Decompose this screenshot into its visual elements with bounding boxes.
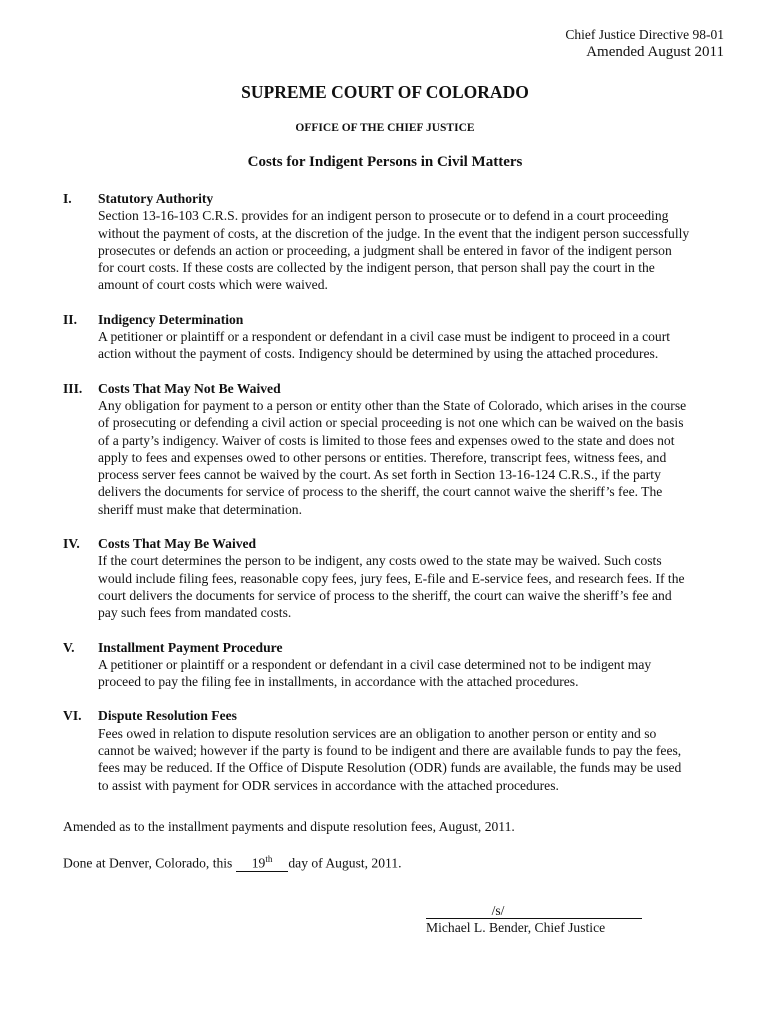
section-heading: Costs That May Not Be Waived <box>98 380 281 396</box>
body-line: cannot be waived; however if the party is found to be indigent and there are available funds to pay the fees, <box>98 743 682 759</box>
section <box>63 535 728 621</box>
body-line: sheriff must make that determination. <box>98 501 302 517</box>
day-blank <box>236 852 289 872</box>
amended-date: Amended August 2011 <box>586 44 724 60</box>
body-line: Any obligation for payment to a person or entity other than the State of Colorado, which arises in the course <box>98 397 687 413</box>
section-number: III. <box>63 380 83 396</box>
office-title: OFFICE OF THE CHIEF JUSTICE <box>295 122 475 134</box>
body-line: to assist with payment for ODR services in accordance with the attached procedures. <box>98 777 559 793</box>
section <box>63 639 728 691</box>
directive-number: Chief Justice Directive 98-01 <box>565 27 724 42</box>
section-number: IV. <box>63 536 80 552</box>
section-heading: Statutory Authority <box>98 191 214 206</box>
section-heading: Indigency Determination <box>98 311 244 327</box>
body-line: court delivers the documents for service of process to the sheriff, the court can waive the sheriff’s fee and <box>98 587 672 603</box>
section-body <box>98 656 728 691</box>
body-line: prosecutes or defends an action or proceeding, a judgment shall be entered in favor of the indigent person <box>98 242 672 258</box>
body-line: apply to fees and expenses owed to other persons or entities. Therefore, transcript fees, witness fees, and <box>98 449 667 465</box>
body-line: fees may be reduced. If the Office of Dispute Resolution (ODR) funds are available, the funds may be used <box>98 760 682 776</box>
done-suffix: day of August, 2011. <box>288 855 402 871</box>
section-body <box>98 397 728 518</box>
body-line: for court costs. If these costs are collected by the indigent person, that person shall pay the court in the <box>98 260 655 276</box>
body-line: of a party’s indigency. Waiver of costs is limited to those fees and expenses owed to the state and does not <box>98 432 675 448</box>
body-line: would include filing fees, reasonable copy fees, jury fees, E-file and E-service fees, and research fees. If the <box>98 570 685 586</box>
body-line: of prosecuting or defending a civil action or special proceeding is not one which can be waived on the basis <box>98 415 684 431</box>
section-number: V. <box>63 639 75 655</box>
done-line <box>63 852 402 872</box>
amended-note: Amended as to the installment payments and dispute resolution fees, August, 2011. <box>63 819 515 834</box>
section-number: I. <box>63 191 72 206</box>
body-line: Section 13-16-103 C.R.S. provides for an indigent person to prosecute or to defend in a court proceeding <box>98 208 669 224</box>
signature-line <box>426 902 642 919</box>
signatory-name: Michael L. Bender, Chief Justice <box>426 920 606 935</box>
body-line: A petitioner or plaintiff or a respondent or defendant in a civil case determined not to be indigent may <box>98 656 652 672</box>
day-number: 19 <box>251 855 266 871</box>
signature-block <box>426 902 642 936</box>
body-line: proceed to pay the filing fee in installments, in accordance with the attached procedures. <box>98 674 579 690</box>
body-line: A petitioner or plaintiff or a respondent or defendant in a civil case must be indigent to proceed in a court <box>98 329 671 345</box>
body-line: amount of court costs which were waived. <box>98 277 328 293</box>
section-body <box>98 725 728 794</box>
section-body <box>98 207 728 293</box>
body-line: pay such fees from mandated costs. <box>98 605 292 621</box>
directive-header <box>565 26 724 61</box>
section-heading: Installment Payment Procedure <box>98 639 283 655</box>
section-body <box>98 328 728 363</box>
section-heading: Dispute Resolution Fees <box>98 708 237 724</box>
body-line: action without the payment of costs. Indigency should be determined by using the attached procedures. <box>98 346 659 362</box>
day-suffix: th <box>265 854 273 864</box>
body-line: Fees owed in relation to dispute resolution services are an obligation to another person or entity and so <box>98 725 657 741</box>
body-line: process server fees cannot be waived by the court. As set forth in Section 13-16-124 C.R.S., if the party <box>98 467 661 483</box>
section <box>63 190 728 294</box>
section <box>63 380 728 518</box>
body-line: If the court determines the person to be indigent, any costs owed to the state may be waived. Such costs <box>98 553 662 569</box>
court-title: SUPREME COURT OF COLORADO <box>241 82 529 102</box>
body-line: without the payment of costs, at the discretion of the judge. In the event that the indigent person successfully <box>98 225 690 241</box>
section-heading: Costs That May Be Waived <box>98 536 257 552</box>
section-body <box>98 552 728 621</box>
done-prefix: Done at Denver, Colorado, this <box>63 855 233 871</box>
section-number: VI. <box>63 708 82 724</box>
document-title: Costs for Indigent Persons in Civil Matters <box>247 154 523 170</box>
signature-mark: /s/ <box>491 903 505 918</box>
section <box>63 707 728 793</box>
sections-list <box>63 190 728 794</box>
section-number: II. <box>63 311 77 327</box>
body-line: delivers the documents for service of process to the sheriff, the court cannot waive the sheriff’s fee. The <box>98 484 663 500</box>
section <box>63 311 728 363</box>
